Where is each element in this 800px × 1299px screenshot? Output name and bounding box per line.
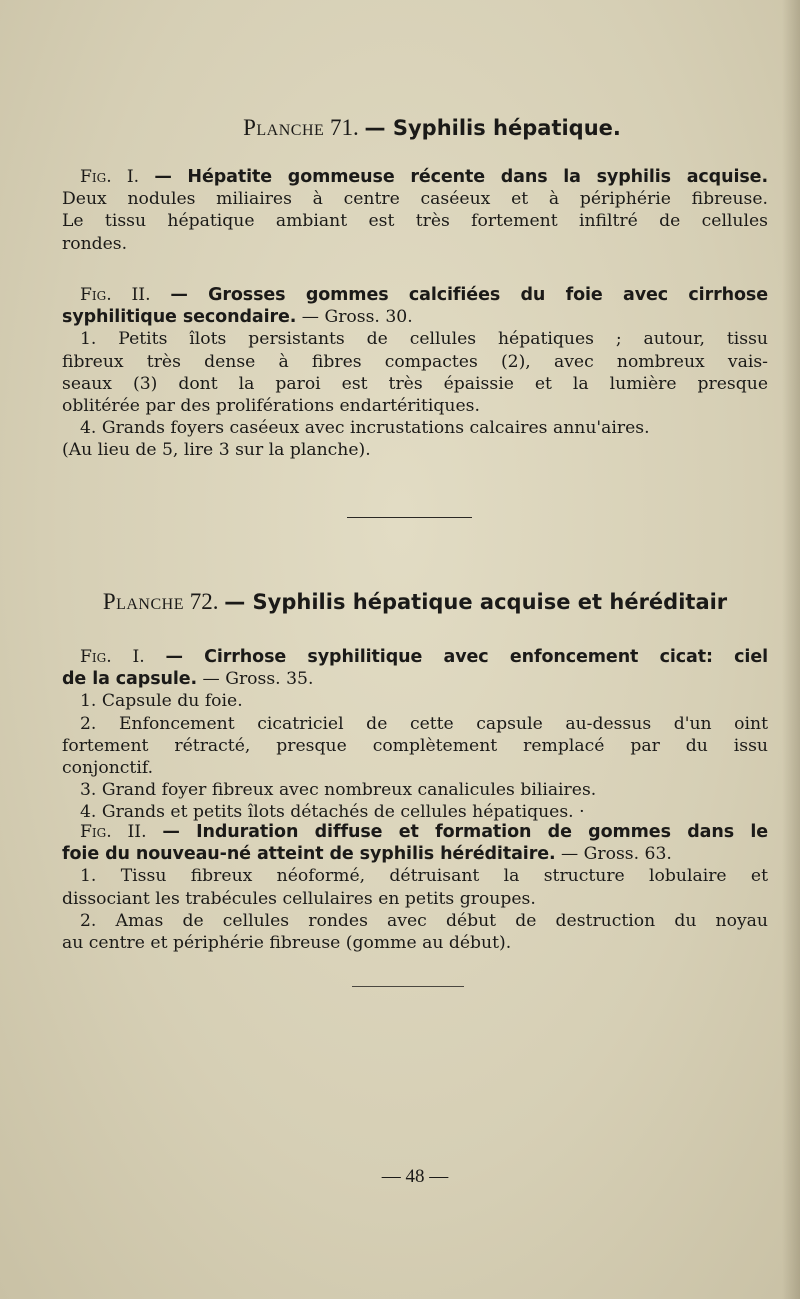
figure-title: — Grosses gommes calcifiées du foie avec cirrhose xyxy=(170,285,768,305)
planche-label: Planche xyxy=(243,115,325,140)
figure-label: Fig. II. xyxy=(80,822,163,842)
caption-line xyxy=(62,233,768,255)
caption-text: rondes. xyxy=(62,233,128,254)
planche-title: — Syphilis hépatique. xyxy=(364,116,621,140)
figure-title: de la capsule. xyxy=(62,669,198,690)
caption-line xyxy=(62,284,768,306)
caption-line xyxy=(62,646,768,668)
planche-label: Planche xyxy=(102,589,184,614)
caption-text: oblitérée par des proliférations endartéritiques. xyxy=(62,396,480,417)
caption-text: 1. Capsule du foie. xyxy=(80,691,243,712)
caption-text: fibreux très dense à fibres compactes (2), avec nombreux vais- xyxy=(62,351,768,372)
caption-line xyxy=(62,210,768,232)
planche-number: 72. xyxy=(189,589,219,614)
page-edge-shadow xyxy=(782,0,800,1299)
fig-72-2-caption xyxy=(62,821,768,954)
caption-text: 2. Amas de cellules rondes avec début de destruction du noyau xyxy=(80,910,768,931)
caption-line xyxy=(62,865,768,887)
figure-title: syphilitique secondaire. xyxy=(62,307,297,328)
caption-text: (Au lieu de 5, lire 3 sur la planche). xyxy=(62,440,371,461)
figure-title: foie du nouveau-né atteint de syphilis héréditaire. xyxy=(62,844,556,865)
caption-text: 1. Tissu fibreux néoformé, détruisant la structure lobulaire et xyxy=(80,866,768,887)
caption-text: — Gross. 63. xyxy=(555,844,672,865)
caption-line xyxy=(62,351,768,373)
caption-text: — Gross. 35. xyxy=(197,669,314,690)
figure-title: — Hépatite gommeuse récente dans la syphilis acquise. xyxy=(154,167,769,187)
fig-72-1-caption xyxy=(62,646,768,824)
caption-text: au centre et périphérie fibreuse (gomme au début). xyxy=(62,933,512,954)
caption-text: 2. Enfoncement cicatriciel de cette capsule au-dessus d'un oint xyxy=(80,713,768,734)
fig-71-2-caption xyxy=(62,284,768,462)
caption-text: — Gross. 30. xyxy=(296,307,413,328)
page-number: — 48 — xyxy=(381,1166,449,1187)
figure-title: — Cirrhose syphilitique avec enfoncement cicat: ciel xyxy=(165,647,768,667)
caption-text: 1. Petits îlots persistants de cellules hépatiques ; autour, tissu xyxy=(80,329,768,350)
caption-line xyxy=(62,188,768,210)
caption-text: 4. Grands et petits îlots détachés de cellules hépatiques. · xyxy=(80,802,585,823)
caption-line xyxy=(62,690,768,712)
caption-line xyxy=(62,910,768,932)
caption-line xyxy=(62,373,768,395)
caption-line xyxy=(62,439,768,461)
caption-line xyxy=(62,757,768,779)
caption-line xyxy=(62,395,768,417)
caption-line xyxy=(62,843,768,865)
section-divider xyxy=(347,517,472,518)
fig-71-1-caption xyxy=(62,166,768,255)
caption-line xyxy=(62,166,768,188)
caption-line xyxy=(62,713,768,735)
section-divider xyxy=(352,986,464,987)
caption-text: seaux (3) dont la paroi est très épaissie et la lumière presque xyxy=(62,373,768,394)
caption-text: dissociant les trabécules cellulaires en petits groupes. xyxy=(62,888,536,909)
caption-text: Deux nodules miliaires à centre caséeux et à périphérie fibreuse. xyxy=(62,189,768,210)
planche-71-heading xyxy=(62,116,768,139)
caption-line xyxy=(62,306,768,328)
figure-label: Fig. I. xyxy=(80,167,155,187)
caption-line xyxy=(62,735,768,757)
planche-72-heading xyxy=(62,590,768,613)
caption-line xyxy=(62,821,768,843)
caption-line xyxy=(62,932,768,954)
caption-line xyxy=(62,328,768,350)
caption-text: Le tissu hépatique ambiant est très fortement infiltré de cellules xyxy=(62,211,768,232)
caption-text: 3. Grand foyer fibreux avec nombreux canalicules biliaires. xyxy=(80,780,597,801)
caption-line xyxy=(62,888,768,910)
planche-title: — Syphilis hépatique acquise et héréditair xyxy=(224,590,728,614)
document-page xyxy=(62,0,768,1299)
caption-text: fortement rétracté, presque complètement remplacé par du issu xyxy=(62,735,768,756)
planche-number: 71. xyxy=(330,115,359,140)
caption-text: 4. Grands foyers caséeux avec incrustations calcaires annu'aires. xyxy=(80,418,650,439)
figure-label: Fig. II. xyxy=(80,285,171,305)
figure-title: — Induration diffuse et formation de gommes dans le xyxy=(162,822,769,842)
caption-line xyxy=(62,417,768,439)
caption-text: conjonctif. xyxy=(62,758,154,779)
caption-line xyxy=(62,668,768,690)
caption-line xyxy=(62,779,768,801)
figure-label: Fig. I. xyxy=(80,647,166,667)
